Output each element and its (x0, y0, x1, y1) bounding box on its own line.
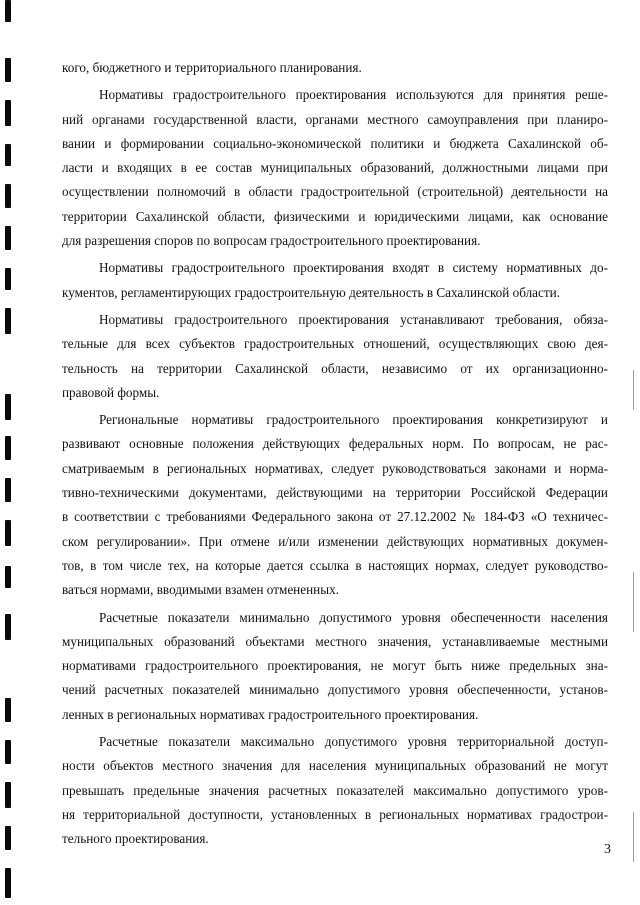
binder-mark (5, 308, 11, 334)
text-line: ний органами государственной власти, органами местного самоуправления при планиро- (62, 111, 608, 127)
binder-mark (5, 436, 11, 460)
text-line: тельного проектирования. (62, 831, 209, 847)
binder-mark (5, 0, 11, 22)
text-line: территории Сахалинской области, физическими и юридическими лицами, как основание (62, 208, 608, 224)
binder-mark (5, 184, 11, 208)
text-line: в соответствии с требованиями Федерального закона от 27.12.2002 № 184-ФЗ «О техничес- (62, 509, 608, 525)
text-line: муниципальных образований объектами местного значения, устанавливаемые местными (62, 633, 608, 649)
text-line: ня территориальной доступности, установленных в региональных нормативах градострои- (62, 806, 608, 822)
text-line: Расчетные показатели минимально допустимого уровня обеспеченности населения (99, 609, 608, 625)
text-line: Расчетные показатели максимально допустимого уровня территориальной доступ- (99, 734, 608, 750)
text-line: для разрешения споров по вопросам градостроительного проектирования. (62, 233, 481, 249)
text-line: чений расчетных показателей минимально допустимого уровня обеспеченности, установ- (62, 682, 608, 698)
text-line: Региональные нормативы градостроительного проектирования конкретизируют и (99, 412, 608, 428)
document-body (62, 56, 608, 852)
text-line: ласти и входящих в ее состав муниципальных образований, должностными лицами при (62, 160, 608, 176)
text-line: тельность на территории Сахалинской области, независимо от их организационно- (62, 360, 608, 376)
text-line: тивно-техническими документами, действующими на территории Российской Федерации (62, 485, 608, 501)
text-line: ленных в региональных нормативах градостроительного проектирования. (62, 706, 479, 722)
text-line: кументов, регламентирующих градостроительную деятельность в Сахалинской области. (62, 284, 561, 300)
text-line: вании и формировании социально-экономической политики и бюджета Сахалинской об- (62, 135, 608, 151)
binder-mark (5, 394, 11, 420)
text-line: ваться нормами, вводимыми взамен отмененных. (62, 582, 339, 598)
text-line: ности объектов местного значения для населения муниципальных образований не могут (62, 758, 608, 774)
text-line: Нормативы градостроительного проектирования устанавливают требования, обяза- (99, 311, 608, 327)
text-line: осуществлении полномочий в области градостроительной (строительной) деятельности на (62, 184, 608, 200)
binder-mark (5, 478, 11, 502)
scan-edge-mark (633, 370, 634, 410)
text-line: ском регулировании». При отмене и/или изменении действующих нормативных докумен- (62, 533, 608, 549)
binder-mark (5, 740, 11, 764)
binder-mark (5, 868, 11, 898)
text-line: Нормативы градостроительного проектирования используются для принятия реше- (99, 87, 608, 103)
text-line: нормативами градостроительного проектирования, не могут быть ниже предельных зна- (62, 658, 608, 674)
text-line: тов, в том числе тех, на которые дается ссылка в настоящих нормах, следует руководство- (62, 557, 608, 573)
page-number: 3 (604, 842, 611, 857)
text-line: сматриваемым в региональных нормативах, следует руководствоваться законами и норма- (62, 460, 608, 476)
binder-mark (5, 566, 11, 588)
binder-mark (5, 58, 11, 82)
text-line: правовой формы. (62, 384, 160, 400)
binder-mark (5, 226, 11, 250)
binder-mark (5, 782, 11, 808)
text-line: превышать предельные значения расчетных показателей максимально допустимого уров- (62, 782, 608, 798)
binder-mark (5, 520, 11, 546)
binder-mark (5, 144, 11, 166)
text-line: Нормативы градостроительного проектирования входят в систему нормативных до- (99, 260, 608, 276)
text-line: тельные для всех субъектов градостроительных отношений, осуществляющих свою дея- (62, 336, 608, 352)
text-line: развивают основные положения действующих федеральных норм. По вопросам, не рас- (62, 436, 608, 452)
scan-edge-mark (633, 812, 634, 862)
binder-mark (5, 268, 11, 290)
binder-mark (5, 100, 11, 126)
binder-mark (5, 826, 11, 850)
binder-mark (5, 698, 11, 722)
scan-edge-mark (633, 572, 634, 632)
text-line: кого, бюджетного и территориального планирования. (62, 60, 362, 75)
binder-mark (5, 614, 11, 640)
